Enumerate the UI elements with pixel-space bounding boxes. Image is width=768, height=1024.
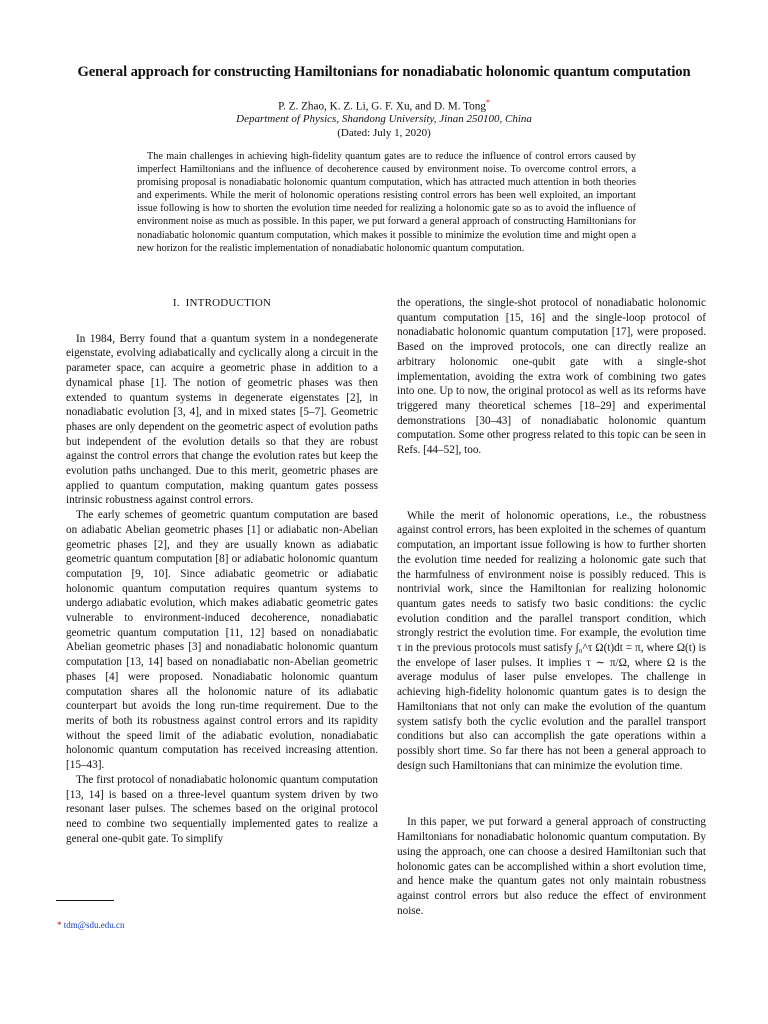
author-names: P. Z. Zhao, K. Z. Li, G. F. Xu, and D. M. Tong (278, 100, 486, 113)
footnote-mark: * (57, 920, 62, 930)
corresponding-author-mark[interactable]: * (485, 98, 490, 107)
intro-paragraph-4: While the merit of holonomic operations, i.e., the robustness against control errors, has been exploited in the schemes of quantum computation, an important issue following is how to further shorten the evolution time needed for realizing a holonomic gate such that the harmfulness of environment noise is possibly reduced. This is nontrivial work, since the Hamiltonian for realizing holonomic quantum gates needs to satisfy two basic conditions: the cyclic evolution condition and the parallel transport condition, which strongly restrict the evolution time. For example, the evolution time τ in the previous protocols must satisfy ∫₀^τ Ω(t)dt = π, where Ω(t) is the envelope of laser pulses. It implies τ ∼ π/Ω, where Ω is the average modulus of laser pulse envelopes. The challenge in achieving high-fidelity holonomic quantum gates is to design the Hamiltonians that not only can make the evolution of the quantum system satisfy both the cyclic evolution and the parallel transport conditions but also can accomplish the gate operations within a possibly short time. So far there has not been a general approach to design such Hamiltonians that can minimize the evolution time. (397, 509, 706, 772)
intro-paragraph-2: The early schemes of geometric quantum computation are based on adiabatic Abelian geometric phases [1] or adiabatic non-Abelian geometric phases [2], and they are usually known as adiabatic geometric quantum computation [8] or adiabatic holonomic quantum computation [9, 10]. Since adiabatic geometric or adiabatic holonomic quantum computation requires quantum systems to undergo adiabatic evolution, which makes adiabatic geometric gates vulnerable to environment-induced decoherence, nonadiabatic geometric quantum computation [11, 12] based on nonadiabatic Abelian geometric phases [3] and nonadiabatic holonomic quantum computation [13, 14] based on nonadiabatic non-Abelian geometric phases [4] were proposed. Nonadiabatic holonomic quantum computation shares all the holonomic nature of its adiabatic counterpart but avoids the long run-time requirement. Due to the merits of both its robustness against control errors and its rapidity without the speed limit of the adiabatic evolution, nonadiabatic holonomic quantum computation has received increasing attention. [15–43]. (66, 509, 378, 772)
section-title: INTRODUCTION (185, 297, 272, 309)
paragraph-gap (397, 773, 706, 815)
intro-paragraph-3-continued: the operations, the single-shot protocol of nonadiabatic holonomic quantum computation [15, 16] and the single-loop protocol of nonadiabatic holonomic quantum computation [17], were proposed. Based on the improved protocols, one can directly realize an arbitrary holonomic one-qubit gate with a single-shot implementation, avoiding the extra work of combining two gates into one. Up to now, the original protocol as well as its reforms have triggered many theoretical schemes [18–29] and experimental demonstrations [30–43] of nonadiabatic holonomic quantum computation. Some other progress related to this topic can be seen in Refs. [44–52], too. (397, 297, 706, 457)
author-list (0, 98, 768, 113)
footnote (57, 920, 125, 930)
intro-paragraph-1: In 1984, Berry found that a quantum system in a nondegenerate eigenstate, evolving adiabatically and cyclically along a circuit in the parameter space, can acquire a geometric phase in addition to a dynamical phase [1]. The notion of geometric phases was then extended to quantum systems in degenerate eigenstates [2], in nonadiabatic evolution [3, 4], and in mixed states [5–7]. Geometric phases are only dependent on the geometric aspect of evolution paths but independent of the evolution details so that they are robust against the control errors that change the evolution rates but keep the evolution paths unchanged. Due to this merit, geometric phases are applied to quantum computation, making quantum gates possess intrinsic robustness against control errors. (66, 332, 378, 507)
right-column (397, 296, 706, 918)
intro-paragraph-3: The first protocol of nonadiabatic holonomic quantum computation [13, 14] is based on a three-level quantum system driven by two resonant laser pulses. The schemes based on the original protocol need to combine two sequentially implemented gates to realize a general one-qubit gate. To simplify (66, 773, 378, 845)
paragraph-gap (397, 458, 706, 509)
section-heading (66, 296, 378, 311)
left-column (66, 296, 378, 846)
footnote-rule (56, 900, 114, 901)
affiliation: Department of Physics, Shandong University, Jinan 250100, China (236, 113, 532, 125)
section-number: I. (172, 297, 180, 309)
footnote-email-link[interactable]: tdm@sdu.edu.cn (63, 920, 125, 930)
abstract: The main challenges in achieving high-fidelity quantum gates are to reduce the influence of control errors caused by imperfect Hamiltonians and the influence of decoherence caused by environment noise. To overcome control errors, a promising proposal is nonadiabatic holonomic quantum computation, which has attracted much attention in both theories and experiments. While the merit of holonomic operations resisting control errors has been well exploited, an important issue following is how to shorten the evolution time needed for realizing a holonomic gate so as to avoid the influence of environment noise as much as possible. In this paper, we put forward a general approach of constructing Hamiltonians for nonadiabatic holonomic quantum computation, which makes it possible to minimize the evolution time and might open a new horizon for the realistic implementation of nonadiabatic holonomic quantum computation. (137, 151, 636, 254)
date-line: (Dated: July 1, 2020) (337, 127, 431, 139)
paper-title: General approach for constructing Hamiltonians for nonadiabatic holonomic quantum computation (77, 64, 691, 80)
intro-paragraph-5: In this paper, we put forward a general approach of constructing Hamiltonians for nonadiabatic holonomic quantum computation. By using the approach, one can choose a desired Hamiltonian such that holonomic gates can be accomplished within a short evolution time, and hence make the quantum gates not only maintain robustness against control errors but also reduce the effect of environment noise. (397, 816, 706, 917)
